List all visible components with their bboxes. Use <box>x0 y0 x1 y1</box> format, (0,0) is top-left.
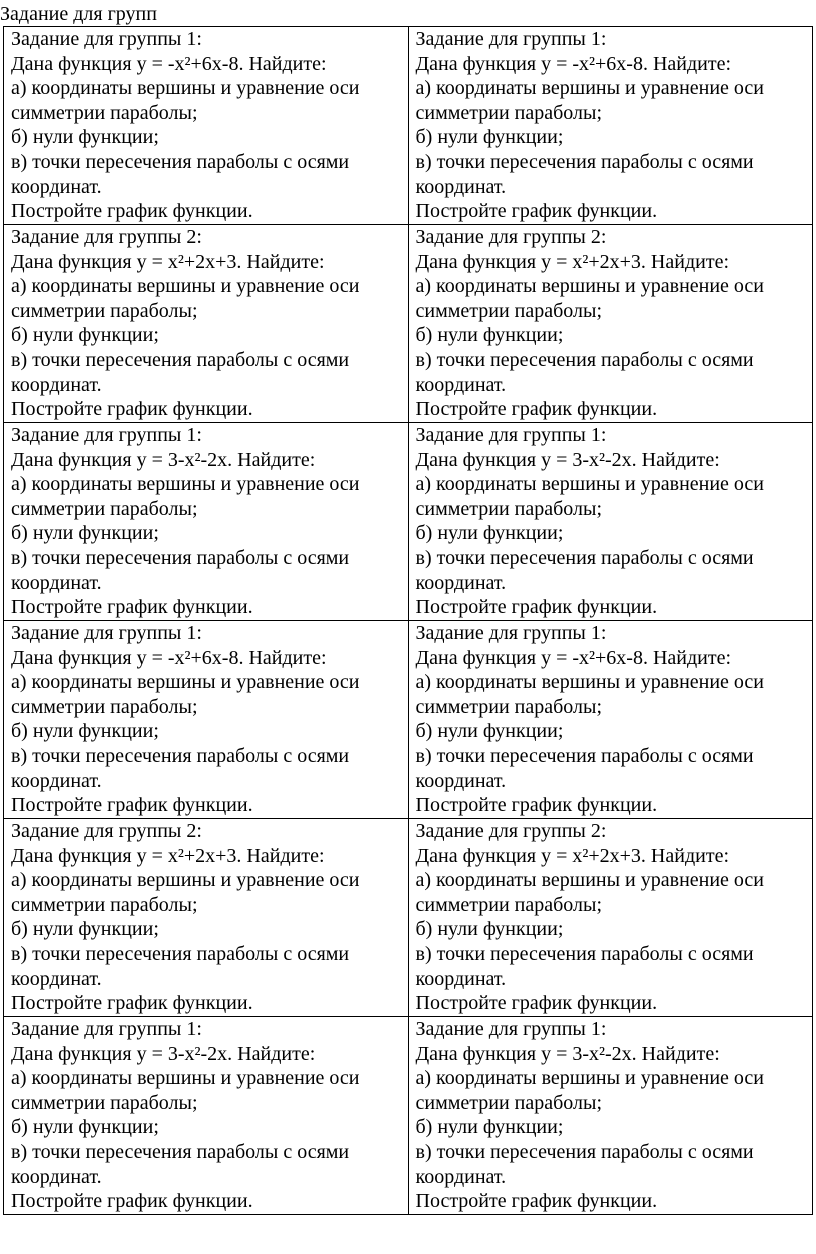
task-cell <box>408 423 813 621</box>
item-c-line-1: в) точки пересечения параболы с осями <box>11 348 350 371</box>
final-instruction: Постройте график функции. <box>11 398 253 421</box>
final-instruction: Постройте график функции. <box>11 992 253 1015</box>
task-heading: Задание для группы 1: <box>415 28 607 50</box>
item-b: б) нули функции; <box>11 918 159 941</box>
item-a-line-2: симметрии параболы; <box>11 1091 198 1114</box>
item-a-line-1: а) координаты вершины и уравнение оси <box>415 1067 765 1090</box>
item-a-line-1: а) координаты вершины и уравнение оси <box>11 869 360 892</box>
function-statement: Дана функция у = 3-х²-2х. Найдите: <box>11 1042 316 1065</box>
item-c-line-2: координат. <box>11 967 102 990</box>
item-b: б) нули функции; <box>11 1116 159 1139</box>
item-a-line-1: а) координаты вершины и уравнение оси <box>415 671 765 694</box>
item-c-line-2: координат. <box>415 571 507 594</box>
item-b: б) нули функции; <box>415 522 564 545</box>
function-statement: Дана функция у = 3-х²-2х. Найдите: <box>415 1042 720 1065</box>
function-statement: Дана функция у = х²+2х+3. Найдите: <box>11 844 325 867</box>
item-c-line-2: координат. <box>11 373 102 396</box>
task-row <box>4 423 813 621</box>
final-instruction: Постройте график функции. <box>415 992 658 1015</box>
item-a-line-2: симметрии параболы; <box>11 893 198 916</box>
task-cell <box>408 1017 813 1215</box>
item-a-line-2: симметрии параболы; <box>415 101 603 124</box>
item-c-line-2: координат. <box>415 967 507 990</box>
item-c-line-1: в) точки пересечения параболы с осями <box>415 546 754 569</box>
item-c-line-1: в) точки пересечения параболы с осями <box>11 546 350 569</box>
final-instruction: Постройте график функции. <box>415 794 658 817</box>
task-heading: Задание для группы 1: <box>11 28 202 50</box>
item-b: б) нули функции; <box>11 720 159 743</box>
item-c-line-2: координат. <box>415 769 507 792</box>
item-b: б) нули функции; <box>415 1116 564 1139</box>
task-cell <box>4 225 409 423</box>
item-a-line-1: а) координаты вершины и уравнение оси <box>11 473 360 496</box>
function-statement: Дана функция у = х²+2х+3. Найдите: <box>415 844 729 867</box>
task-cell <box>408 225 813 423</box>
item-a-line-1: а) координаты вершины и уравнение оси <box>415 275 765 298</box>
task-heading: Задание для группы 1: <box>415 424 607 446</box>
item-c-line-2: координат. <box>11 571 102 594</box>
task-row <box>4 819 813 1017</box>
item-a-line-2: симметрии параболы; <box>11 497 198 520</box>
final-instruction: Постройте график функции. <box>415 398 658 421</box>
task-heading: Задание для группы 2: <box>11 226 202 248</box>
task-table-body <box>4 27 813 1215</box>
item-c-line-1: в) точки пересечения параболы с осями <box>415 1140 754 1163</box>
item-a-line-2: симметрии параболы; <box>415 1091 603 1114</box>
function-statement: Дана функция у = х²+2х+3. Найдите: <box>11 250 325 273</box>
item-c-line-2: координат. <box>11 1165 102 1188</box>
item-a-line-1: а) координаты вершины и уравнение оси <box>11 77 360 100</box>
task-heading: Задание для группы 2: <box>11 820 202 842</box>
item-a-line-1: а) координаты вершины и уравнение оси <box>11 275 360 298</box>
task-cell <box>4 423 409 621</box>
item-b: б) нули функции; <box>415 126 564 149</box>
item-c-line-2: координат. <box>11 175 102 198</box>
task-heading: Задание для группы 2: <box>415 226 607 248</box>
function-statement: Дана функция у = х²+2х+3. Найдите: <box>415 250 729 273</box>
task-cell <box>4 621 409 819</box>
item-c-line-1: в) точки пересечения параболы с осями <box>415 744 754 767</box>
item-c-line-2: координат. <box>415 175 507 198</box>
item-c-line-1: в) точки пересечения параболы с осями <box>415 348 754 371</box>
function-statement: Дана функция у = 3-х²-2х. Найдите: <box>415 448 720 471</box>
item-a-line-1: а) координаты вершины и уравнение оси <box>11 1067 360 1090</box>
task-heading: Задание для группы 2: <box>415 820 607 842</box>
item-c-line-2: координат. <box>11 769 102 792</box>
item-a-line-2: симметрии параболы; <box>415 893 603 916</box>
task-heading: Задание для группы 1: <box>11 1018 202 1040</box>
item-a-line-1: а) координаты вершины и уравнение оси <box>415 77 765 100</box>
task-cell <box>4 27 409 225</box>
final-instruction: Постройте график функции. <box>11 200 253 223</box>
document-title: Задание для групп <box>0 3 157 25</box>
item-c-line-1: в) точки пересечения параболы с осями <box>11 942 350 965</box>
function-statement: Дана функция у = -х²+6х-8. Найдите: <box>415 52 732 75</box>
final-instruction: Постройте график функции. <box>415 596 658 619</box>
item-a-line-2: симметрии параболы; <box>415 299 603 322</box>
item-a-line-2: симметрии параболы; <box>11 299 198 322</box>
task-table <box>3 26 813 1215</box>
task-cell <box>4 1017 409 1215</box>
item-b: б) нули функции; <box>11 522 159 545</box>
item-a-line-1: а) координаты вершины и уравнение оси <box>415 473 765 496</box>
item-b: б) нули функции; <box>11 126 159 149</box>
item-c-line-1: в) точки пересечения параболы с осями <box>415 150 754 173</box>
item-c-line-1: в) точки пересечения параболы с осями <box>415 942 754 965</box>
final-instruction: Постройте график функции. <box>415 200 658 223</box>
item-b: б) нули функции; <box>415 918 564 941</box>
item-c-line-1: в) точки пересечения параболы с осями <box>11 1140 350 1163</box>
item-a-line-1: а) координаты вершины и уравнение оси <box>11 671 360 694</box>
item-c-line-1: в) точки пересечения параболы с осями <box>11 150 350 173</box>
task-row <box>4 27 813 225</box>
task-heading: Задание для группы 1: <box>415 622 607 644</box>
task-heading: Задание для группы 1: <box>11 424 202 446</box>
final-instruction: Постройте график функции. <box>415 1190 658 1213</box>
task-heading: Задание для группы 1: <box>415 1018 607 1040</box>
item-c-line-2: координат. <box>415 373 507 396</box>
item-a-line-2: симметрии параболы; <box>11 101 198 124</box>
function-statement: Дана функция у = -х²+6х-8. Найдите: <box>415 646 732 669</box>
item-c-line-1: в) точки пересечения параболы с осями <box>11 744 350 767</box>
item-b: б) нули функции; <box>415 720 564 743</box>
item-c-line-2: координат. <box>415 1165 507 1188</box>
task-cell <box>408 819 813 1017</box>
function-statement: Дана функция у = -х²+6х-8. Найдите: <box>11 646 327 669</box>
item-a-line-2: симметрии параболы; <box>415 695 603 718</box>
final-instruction: Постройте график функции. <box>11 1190 253 1213</box>
final-instruction: Постройте график функции. <box>11 794 253 817</box>
task-row <box>4 225 813 423</box>
function-statement: Дана функция у = 3-х²-2х. Найдите: <box>11 448 316 471</box>
item-a-line-1: а) координаты вершины и уравнение оси <box>415 869 765 892</box>
item-a-line-2: симметрии параболы; <box>11 695 198 718</box>
task-cell <box>408 27 813 225</box>
item-b: б) нули функции; <box>11 324 159 347</box>
task-cell <box>4 819 409 1017</box>
task-heading: Задание для группы 1: <box>11 622 202 644</box>
task-cell <box>408 621 813 819</box>
task-row <box>4 1017 813 1215</box>
item-b: б) нули функции; <box>415 324 564 347</box>
task-row <box>4 621 813 819</box>
function-statement: Дана функция у = -х²+6х-8. Найдите: <box>11 52 327 75</box>
final-instruction: Постройте график функции. <box>11 596 253 619</box>
item-a-line-2: симметрии параболы; <box>415 497 603 520</box>
